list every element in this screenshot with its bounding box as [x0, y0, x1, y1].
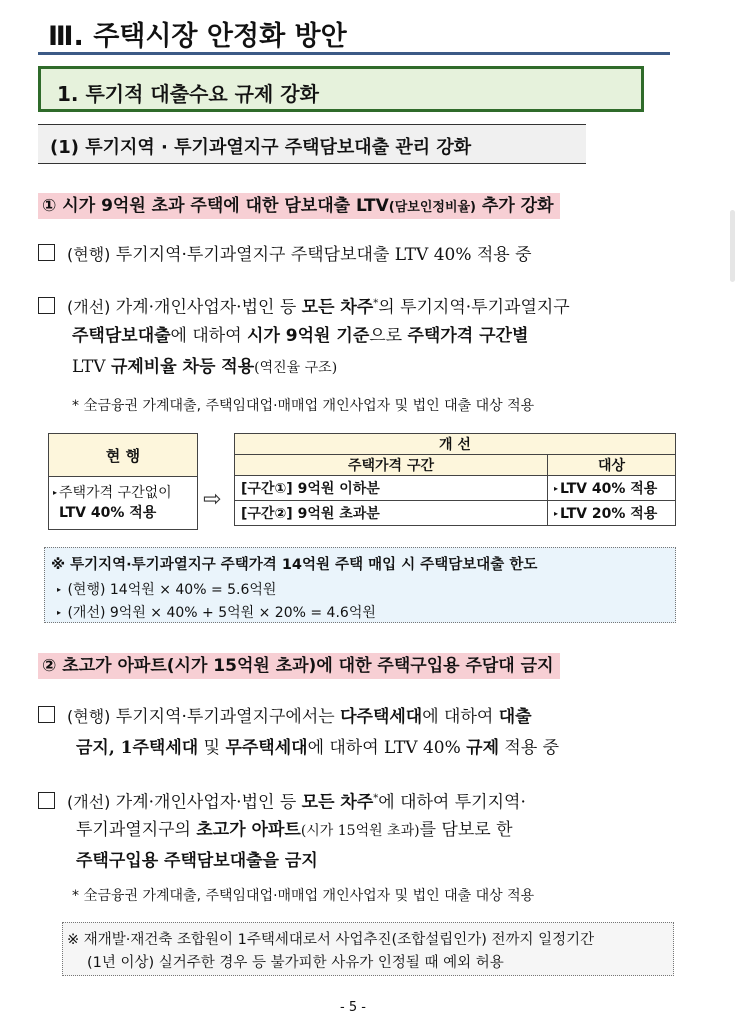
scrollbar[interactable] [730, 210, 735, 282]
chapter-title [48, 14, 347, 53]
item1-heading: ① 시가 9억원 초과 주택에 대한 담보대출 LTV(담보인정비율) 추가 강화 [38, 193, 560, 219]
checkbox-square-icon [38, 792, 55, 809]
item2-improve: (개선) 가계·개인사업자·법인 등 모든 차주*에 대하여 투기지역· [38, 785, 526, 817]
loan-limit-example-box [44, 547, 676, 623]
arrow-right-icon: ⇨ [203, 487, 222, 512]
item1-improve-line2: 주택담보대출에 대하여 시가 9억원 기준으로 주택가격 구간별 [72, 326, 529, 346]
chapter-numeral: Ⅲ. [48, 21, 84, 52]
item1-current: (현행) 투기지역·투기과열지구 주택담보대출 LTV 40% 적용 중 [38, 241, 532, 269]
item2-improve-line3: 주택구입용 주택담보대출을 금지 [76, 851, 318, 871]
checkbox-square-icon [38, 244, 55, 261]
col-price-range-header: 주택가격 구간 [235, 455, 548, 476]
subsection-heading-box [38, 124, 586, 164]
range-cell-1: [구간①] 9억원 이하분 [235, 476, 548, 501]
range-cell-2: [구간②] 9억원 초과분 [235, 501, 548, 526]
ltv-cell-1: ▸ LTV 40% 적용 [548, 476, 676, 501]
item2-current: (현행) 투기지역·투기과열지구에서는 다주택세대에 대하여 대출 [38, 703, 532, 731]
improve-header: 개 선 [235, 434, 676, 455]
exception-note-box [62, 922, 674, 976]
item1-footnote: * 全금융권 가계대출, 주택임대업·매매업 개인사업자 및 법인 대출 대상 적용 [72, 398, 535, 414]
item2-improve-line2: 투기과열지구의 초고가 아파트(시가 15억원 초과)를 담보로 한 [76, 820, 513, 840]
improve-table [234, 433, 676, 526]
calc-current: ▸ (현행) 14억원 × 40% = 5.6억원 [57, 582, 277, 598]
page-number: - 5 - [340, 1000, 366, 1015]
item2-heading: ② 초고가 아파트(시가 15억원 초과)에 대한 주택구입용 주담대 금지 [38, 653, 560, 679]
triangle-bullet-icon: ▸ [53, 488, 58, 497]
section-heading-box [38, 66, 644, 112]
item2-footnote: * 全금융권 가계대출, 주택임대업·매매업 개인사업자 및 법인 대출 대상 적용 [72, 888, 535, 904]
calc-improve: ▸ (개선) 9억원 × 40% + 5억원 × 20% = 4.6억원 [57, 605, 376, 621]
exception-line1: ※ 재개발·재건축 조합원이 1주택세대로서 사업추진(조합설립인가) 전까지 일정기간 [67, 932, 595, 948]
item1-improve: (개선) 가계·개인사업자·법인 등 모든 차주*의 투기지역·투기과열지구 [38, 290, 570, 322]
ltv-cell-2: ▸ LTV 20% 적용 [548, 501, 676, 526]
checkbox-square-icon [38, 297, 55, 314]
checkbox-square-icon [38, 706, 55, 723]
current-cell: ▸ 주택가격 구간없이 LTV 40% 적용 [49, 477, 198, 530]
current-table [48, 433, 198, 530]
chapter-title-text: 주택시장 안정화 방안 [93, 21, 347, 52]
section-title: 1. 투기적 대출수요 규제 강화 [57, 82, 319, 106]
current-header: 현 행 [49, 434, 198, 477]
item2-current-line2: 금지, 1주택세대 및 무주택세대에 대하여 LTV 40% 규제 적용 중 [76, 738, 560, 758]
calc-title: ※ 투기지역·투기과열지구 주택가격 14억원 주택 매입 시 주택담보대출 한도 [51, 557, 538, 573]
chapter-divider [38, 52, 670, 55]
subsection-title: (1) 투기지역 · 투기과열지구 주택담보대출 관리 강화 [50, 137, 472, 158]
col-target-header: 대상 [548, 455, 676, 476]
item1-improve-line3: LTV 규제비율 차등 적용(역진율 구조) [72, 357, 338, 377]
exception-line2: (1년 이상) 실거주한 경우 등 불가피한 사유가 인정될 때 예외 허용 [87, 955, 504, 971]
